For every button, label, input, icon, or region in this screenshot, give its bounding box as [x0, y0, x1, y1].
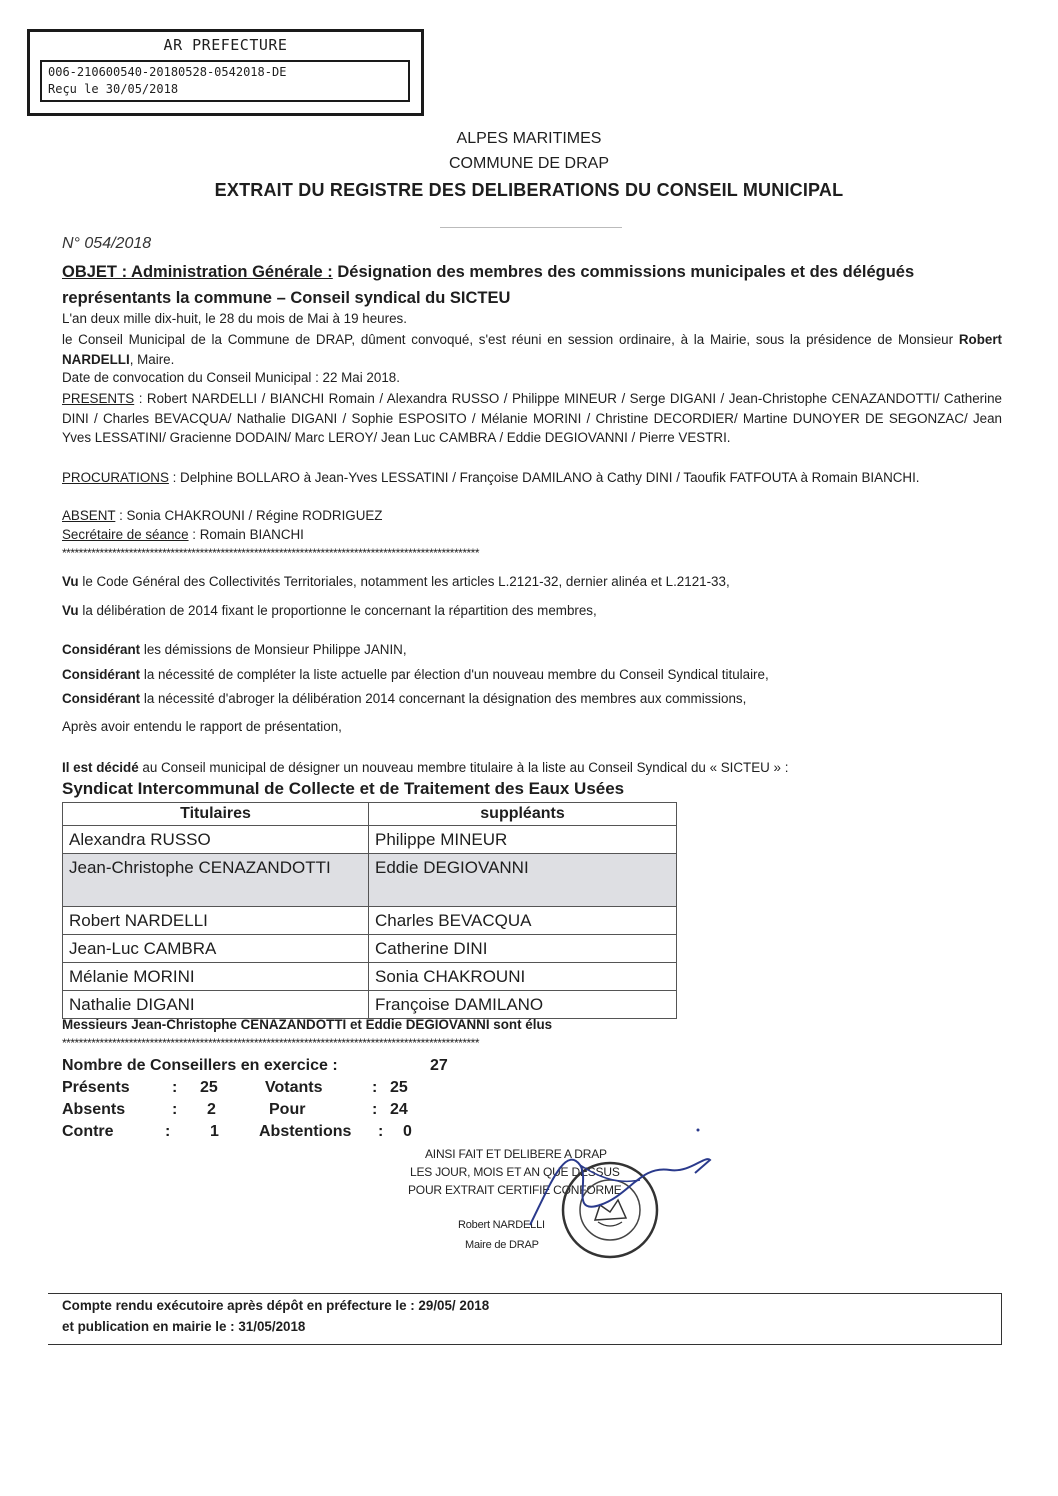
presents-label: PRESENTS	[62, 391, 135, 406]
presents-names: : Robert NARDELLI / BIANCHI Romain / Alexandra RUSSO / Philippe MINEUR / Serge DIGANI / Jean-Christophe CENAZANDOTTI/ Catherine DINI / Charles BEVACQUA/ Nathalie DIGANI / Sophie ESPOSITO / Mélanie MORINI / Christine DECORDIER/ Martine DUNOYER DE SEGONZAC/ Jean Yves LESSATINI/ Gracienne DODAIN/ Marc LEROY/ Jean Luc CAMBRA / Eddie DEGIOVANNI / Pierre VESTRI.	[62, 391, 1002, 446]
table-row	[63, 826, 677, 854]
colon: :	[378, 1123, 384, 1140]
table-row	[63, 963, 677, 991]
convocation-date: Date de convocation du Conseil Municipal : 22 Mai 2018.	[62, 370, 400, 385]
footer-publication-date: et publication en mairie le : 31/05/2018	[62, 1319, 306, 1334]
considerant-line	[62, 691, 746, 706]
secretaire-name: : Romain BIANCHI	[188, 527, 304, 542]
titulaire-cell: Jean-Christophe CENAZANDOTTI	[63, 854, 369, 907]
presents-count: 25	[200, 1079, 218, 1096]
members-table	[62, 802, 677, 1019]
considerant-text: les démissions de Monsieur Philippe JANIN,	[140, 642, 407, 657]
absents-count: 2	[207, 1101, 216, 1118]
signatory-role: Maire de DRAP	[465, 1239, 539, 1251]
considerant-text: la délibération de 2014 fixant le proportionne le concernant la répartition des membres,	[78, 603, 597, 618]
considerant-keyword: Considérant	[62, 691, 141, 706]
colon: :	[165, 1123, 171, 1140]
conseillers-label: Nombre de Conseillers en exercice :	[62, 1057, 338, 1074]
decision-line	[62, 760, 788, 775]
titulaire-cell: Alexandra RUSSO	[63, 826, 369, 854]
considerant-text: Après avoir entendu le rapport de présentation,	[62, 719, 342, 734]
presents-list	[62, 389, 1002, 448]
table-row	[63, 854, 677, 907]
objet-label: OBJET : Administration Générale :	[62, 263, 333, 281]
objet-text: Désignation des membres des commissions municipales et des délégués représentants la commune – Conseil syndical du SICTEU	[62, 263, 915, 307]
suppleant-cell: Charles BEVACQUA	[369, 907, 677, 935]
header-commune: COMMUNE DE DRAP	[448, 155, 609, 172]
considerant-keyword: Considérant	[62, 667, 141, 682]
table-row	[63, 991, 677, 1019]
abstentions-count: 0	[403, 1123, 412, 1140]
ar-prefecture-stamp	[27, 29, 424, 116]
pour-count: 24	[390, 1101, 408, 1118]
procurations-names: : Delphine BOLLARO à Jean-Yves LESSATINI / Françoise DAMILANO à Cathy DINI / Taoufik FATFOUTA à Romain BIANCHI.	[168, 470, 920, 485]
suppleant-cell: Sonia CHAKROUNI	[369, 963, 677, 991]
pour-label: Pour	[269, 1101, 306, 1118]
signature-line: POUR EXTRAIT CERTIFIE CONFORME	[408, 1183, 622, 1197]
absents-label: Absents	[62, 1101, 126, 1118]
considerant-text: le Code Général des Collectivités Territoriales, notamment les articles L.2121-32, dernier alinéa et L.2121-33,	[78, 574, 730, 589]
preamble-text-end: , Maire.	[129, 351, 175, 367]
contre-label: Contre	[62, 1123, 114, 1140]
votants-label: Votants	[265, 1079, 323, 1096]
titulaire-cell: Nathalie DIGANI	[63, 991, 369, 1019]
preamble-convocation	[62, 330, 1002, 369]
considerant-keyword: Considérant	[62, 642, 141, 657]
signatory-name: Robert NARDELLI	[458, 1219, 545, 1231]
considerant-keyword: Vu	[62, 574, 79, 589]
preamble-text: le Conseil Municipal de la Commune de DRAP, dûment convoqué, s'est réuni en session ordinaire, à la Mairie, sous la présidence de Monsieur	[62, 332, 959, 347]
contre-count: 1	[210, 1123, 219, 1140]
considerant-text: la nécessité de compléter la liste actuelle par élection d'un nouveau membre du Conseil Syndical titulaire,	[140, 667, 769, 682]
signature-line: AINSI FAIT ET DELIBERE A DRAP	[425, 1147, 607, 1161]
procurations-list	[62, 468, 1002, 488]
ar-stamp-title: AR PREFECTURE	[163, 36, 288, 54]
considerant-text: la nécessité d'abroger la délibération 2014 concernant la désignation des membres aux commissions,	[140, 691, 747, 706]
suppleant-cell: Françoise DAMILANO	[369, 991, 677, 1019]
titulaire-cell: Jean-Luc CAMBRA	[63, 935, 369, 963]
colon: :	[372, 1079, 378, 1096]
abstentions-label: Abstentions	[259, 1123, 352, 1140]
page-title: EXTRAIT DU REGISTRE DES DELIBERATIONS DU CONSEIL MUNICIPAL	[214, 180, 844, 200]
deliberation-number: N° 054/2018	[62, 235, 152, 252]
table-row	[63, 907, 677, 935]
considerant-line	[62, 574, 730, 589]
header-suppleants: suppléants	[369, 803, 677, 826]
header-region: ALPES MARITIMES	[456, 130, 602, 147]
footer-prefecture-date: Compte rendu exécutoire après dépôt en préfecture le : 29/05/ 2018	[62, 1298, 490, 1313]
colon: :	[372, 1101, 378, 1118]
colon: :	[172, 1079, 178, 1096]
separator-stars: ****************************************************************************************************	[62, 546, 479, 560]
header-titulaires: Titulaires	[63, 803, 369, 826]
conseillers-count: 27	[430, 1057, 448, 1074]
separator-stars: ****************************************************************************************************	[62, 1036, 479, 1050]
presents-label: Présents	[62, 1079, 130, 1096]
colon: :	[172, 1101, 178, 1118]
titulaire-cell: Robert NARDELLI	[63, 907, 369, 935]
suppleant-cell: Catherine DINI	[369, 935, 677, 963]
procurations-label: PROCURATIONS	[62, 470, 169, 485]
suppleant-cell: Philippe MINEUR	[369, 826, 677, 854]
table-header-row	[63, 803, 677, 826]
header-divider	[440, 227, 622, 228]
ar-stamp-reference: 006-210600540-20180528-0542018-DE	[48, 65, 287, 79]
secretaire	[62, 527, 304, 542]
secretaire-label: Secrétaire de séance	[62, 527, 189, 542]
syndicat-title: Syndicat Intercommunal de Collecte et de Traitement des Eaux Usées	[62, 779, 625, 798]
preamble-date: L'an deux mille dix-huit, le 28 du mois de Mai à 19 heures.	[62, 311, 407, 326]
considerant-line	[62, 667, 769, 682]
ar-stamp-details	[40, 60, 410, 102]
absent-list	[62, 508, 382, 523]
considerant-line	[62, 719, 342, 734]
votants-count: 25	[390, 1079, 408, 1096]
absent-label: ABSENT	[62, 508, 116, 523]
considerant-keyword: Vu	[62, 603, 79, 618]
table-row	[63, 935, 677, 963]
mayor-name: Robert NARDELLI	[62, 332, 1002, 367]
signature-line: LES JOUR, MOIS ET AN QUE DESSUS	[410, 1165, 620, 1179]
decision-text: au Conseil municipal de désigner un nouveau membre titulaire à la liste au Conseil Syndical du « SICTEU » :	[138, 760, 789, 775]
considerant-line	[62, 603, 597, 618]
considerant-line	[62, 642, 407, 657]
titulaire-cell: Mélanie MORINI	[63, 963, 369, 991]
mayor-signature	[520, 1125, 720, 1245]
decision-keyword: Il est décidé	[62, 760, 139, 775]
objet	[62, 259, 1002, 311]
suppleant-cell: Eddie DEGIOVANNI	[369, 854, 677, 907]
elected-statement: Messieurs Jean-Christophe CENAZANDOTTI et Eddie DEGIOVANNI sont élus	[62, 1017, 553, 1032]
absent-names: : Sonia CHAKROUNI / Régine RODRIGUEZ	[115, 508, 383, 523]
ar-stamp-received: Reçu le 30/05/2018	[48, 82, 179, 96]
